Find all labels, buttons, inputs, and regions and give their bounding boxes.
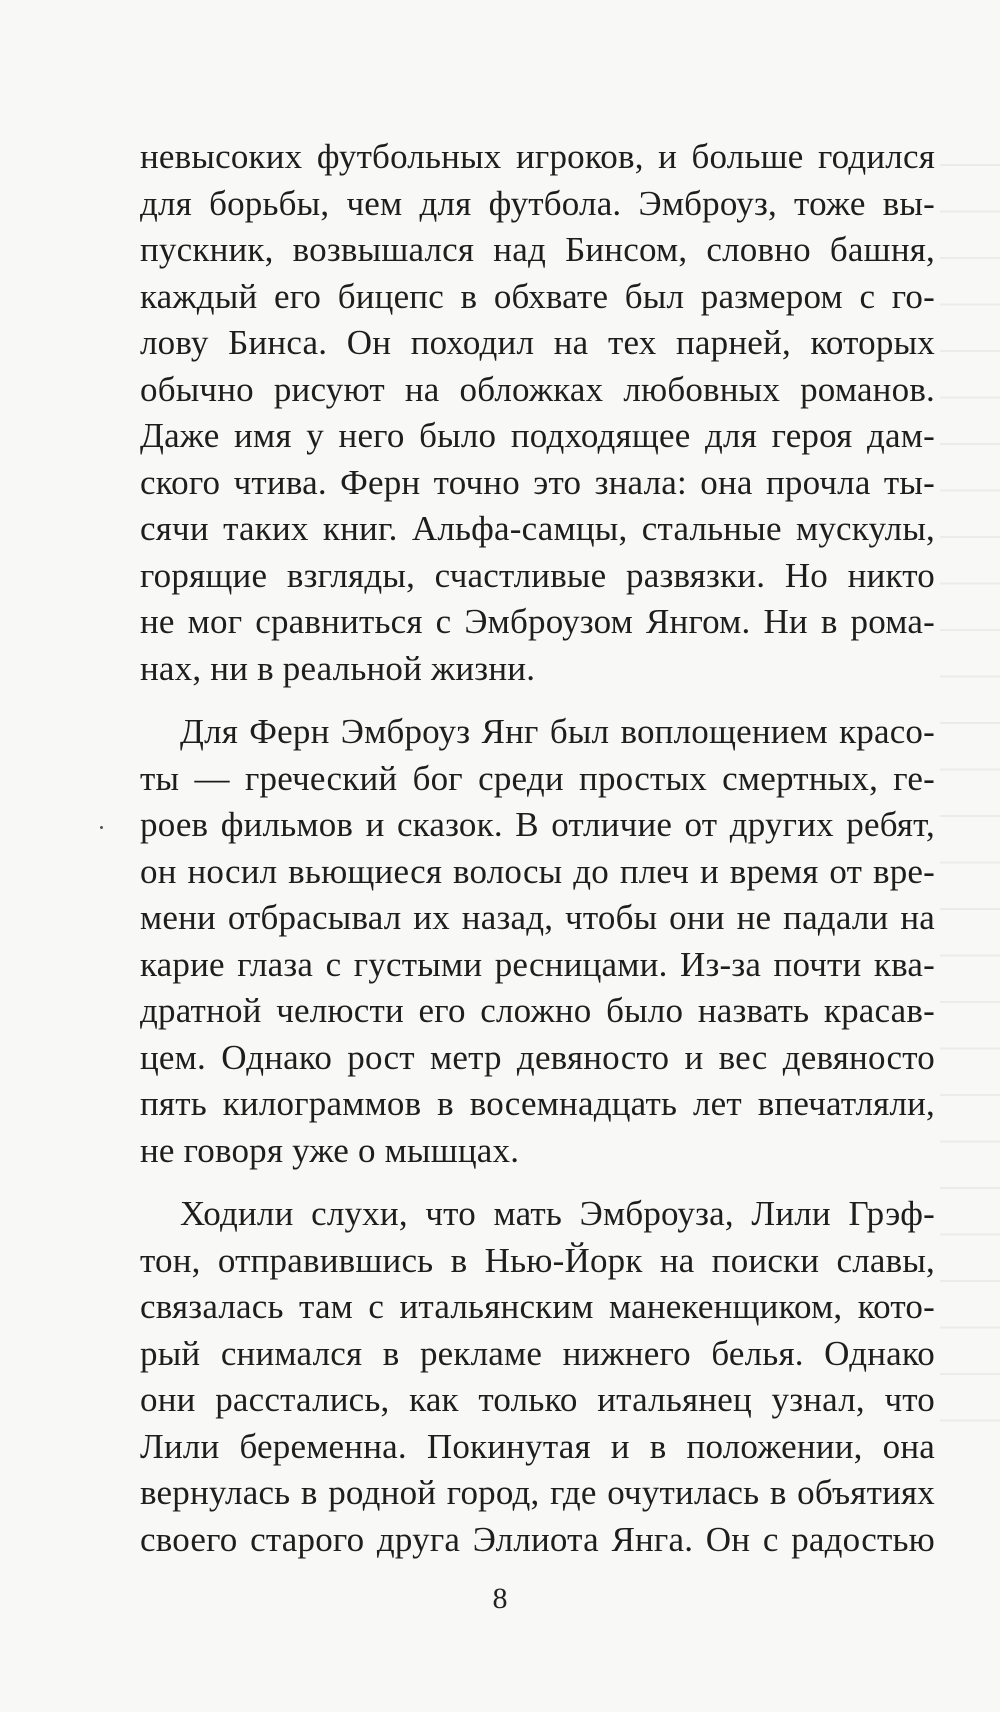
text-line: рый снимался в рекламе нижнего белья. Однако <box>140 1333 935 1373</box>
page-number: 8 <box>492 1582 508 1615</box>
text-line: обычно рисуют на обложках любовных романов. <box>140 369 935 409</box>
paper-speck <box>100 826 103 829</box>
text-line: для борьбы, чем для футбола. Эмброуз, тоже вы- <box>140 183 935 223</box>
text-line: цем. Однако рост метр девяносто и вес девяносто <box>140 1037 935 1077</box>
text-line: вернулась в родной город, где очутилась в объятиях <box>140 1473 935 1512</box>
text-line: каждый его бицепс в обхвате был размером с го- <box>140 276 935 316</box>
paragraph-3 <box>140 1191 935 1563</box>
show-through-text <box>940 130 1000 1430</box>
text-line: карие глаза с густыми ресницами. Из-за почти ква- <box>140 944 935 984</box>
text-line: Даже имя у него было подходящее для героя дам- <box>140 416 935 455</box>
text-line: пять килограммов в восемнадцать лет впечатляли, <box>140 1084 935 1123</box>
text-line: роев фильмов и сказок. В отличие от других ребят, <box>140 805 935 844</box>
text-line: ты — греческий бог среди простых смертных, ге- <box>140 758 935 798</box>
text-line: мени отбрасывал их назад, чтобы они не падали на <box>140 898 935 937</box>
text-line: не говоря уже о мышцах. <box>140 1130 520 1170</box>
text-line: не мог сравниться с Эмброузом Янгом. Ни в рома- <box>140 602 935 641</box>
paragraph-1 <box>140 134 935 692</box>
text-line: пускник, возвышался над Бинсом, словно башня, <box>140 230 935 269</box>
body-text <box>140 134 935 1563</box>
paragraph-2 <box>140 709 935 1174</box>
text-line: Для Ферн Эмброуз Янг был воплощением красо- <box>180 712 935 751</box>
text-line: дратной челюсти его сложно было назвать красав- <box>140 991 935 1030</box>
text-line: Ходили слухи, что мать Эмброуза, Лили Грэф- <box>180 1194 935 1233</box>
text-line: сячи таких книг. Альфа-самцы, стальные мускулы, <box>140 509 935 548</box>
text-line: горящие взгляды, счастливые развязки. Но никто <box>140 555 935 595</box>
text-line: лову Бинса. Он походил на тех парней, которых <box>140 323 935 362</box>
text-line: невысоких футбольных игроков, и больше годился <box>140 137 935 176</box>
text-line: связалась там с итальянским манекенщиком, кото- <box>140 1287 935 1326</box>
text-line: нах, ни в реальной жизни. <box>140 648 536 688</box>
text-line: ского чтива. Ферн точно это знала: она прочла ты- <box>140 462 935 502</box>
text-line: тон, отправившись в Нью-Йорк на поиски славы, <box>140 1240 935 1280</box>
text-line: они расстались, как только итальянец узнал, что <box>140 1380 935 1419</box>
text-line: он носил вьющиеся волосы до плеч и время от вре- <box>140 851 935 891</box>
text-line: своего старого друга Эллиота Янга. Он с радостью <box>140 1519 935 1559</box>
text-line: Лили беременна. Покинутая и в положении, она <box>140 1426 935 1466</box>
